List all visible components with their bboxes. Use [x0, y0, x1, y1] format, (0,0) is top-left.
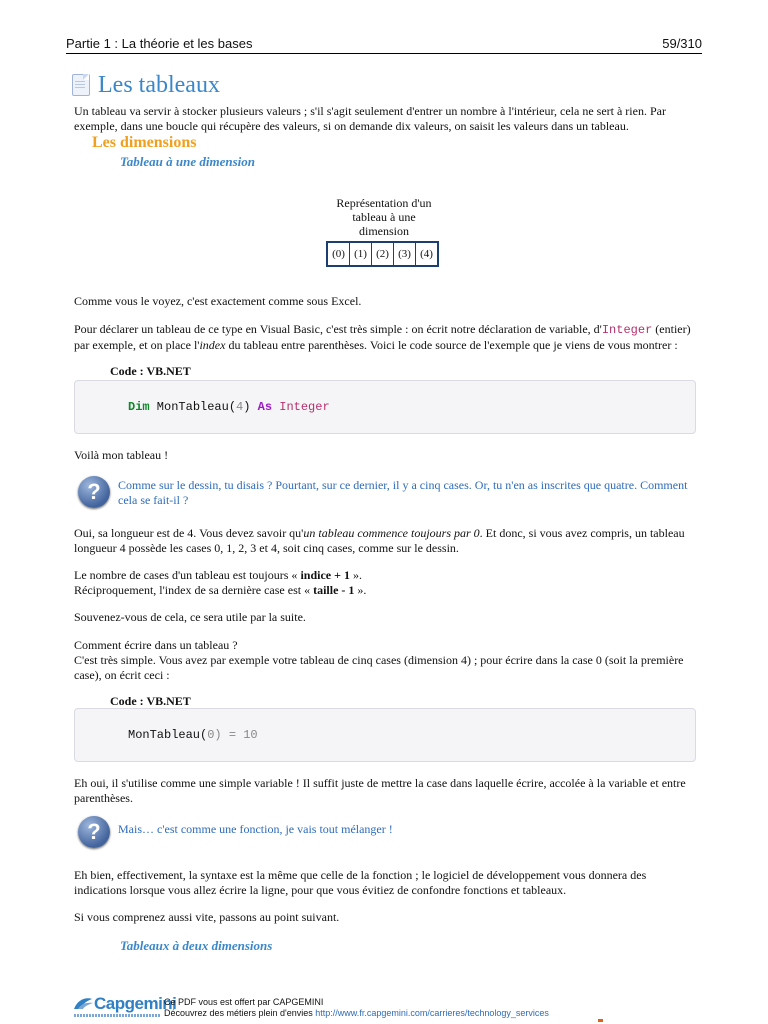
array-cell: (3): [394, 243, 416, 265]
paragraph-declare: Pour déclarer un tableau de ce type en Visual Basic, c'est très simple : on écrit notre déclaration de variable, d'Integer (entier) par exemple, et on place l'index du tableau entre parenthèses. Voici le code source de l'exemple que je viens de vous montrer :: [74, 322, 691, 352]
code-label: Code : VB.NET: [110, 364, 191, 378]
capgemini-logo: [72, 994, 177, 1022]
footer-line-2: Découvrez des métiers plein d'envies http://www.fr.capgemini.com/carrieres/technology_services: [164, 1008, 549, 1018]
logo-text: Capgemini: [94, 994, 177, 1013]
careers-link[interactable]: http://www.fr.capgemini.com/carrieres/technology_services: [315, 1008, 549, 1018]
chapter-title: Les tableaux: [98, 71, 220, 98]
question-icon: ?: [78, 816, 110, 848]
array-cell: (4): [416, 243, 437, 265]
paragraph-excel: Comme vous le voyez, c'est exactement comme sous Excel.: [74, 294, 362, 308]
footer-credits: [164, 997, 549, 1019]
array-diagram: [326, 241, 439, 267]
page-number: 59/310: [662, 36, 702, 51]
paragraph-souvenez: Souvenez-vous de cela, ce sera utile par la suite.: [74, 610, 306, 624]
corner-mark: [598, 1019, 603, 1022]
page-icon: [72, 74, 90, 96]
paragraph-si-vous: Si vous comprenez aussi vite, passons au point suivant.: [74, 910, 340, 924]
subsection-title-two-dimensions: Tableaux à deux dimensions: [120, 938, 273, 953]
header-divider: [66, 53, 702, 54]
part-title: Partie 1 : La théorie et les bases: [66, 36, 253, 51]
code-block: [74, 708, 696, 762]
paragraph-eh-oui: Eh oui, il s'utilise comme une simple variable ! Il suffit juste de mettre la case dans laquelle écrire, accolée à la variable et entre parenthèses.: [74, 776, 686, 805]
question-box: [74, 476, 694, 512]
paragraph-comment-question: Comment écrire dans un tableau ?: [74, 638, 238, 652]
question-icon: ?: [78, 476, 110, 508]
paragraph-longueur: Oui, sa longueur est de 4. Vous devez savoir qu'un tableau commence toujours par 0. Et donc, si vous avez compris, un tableau longueur 4 possède les cases 0, 1, 2, 3 et 4, soit cinq cases, comme sur le dessin.: [74, 526, 685, 555]
chapter-heading: [72, 70, 220, 100]
question-box: [74, 816, 694, 852]
footer-line-1: Ce PDF vous est offert par CAPGEMINI: [164, 997, 324, 1007]
paragraph-reciproque: Réciproquement, l'index de sa dernière case est « taille - 1 ».: [74, 583, 367, 597]
array-cell: (1): [350, 243, 372, 265]
question-text: Comme sur le dessin, tu disais ? Pourtant, sur ce dernier, il y a cinq cases. Or, tu n'en as inscrites que quatre. Comment cela se fait-il ?: [118, 478, 688, 507]
code-line: Dim MonTableau(4) As Integer: [128, 400, 330, 414]
question-text: Mais… c'est comme une fonction, je vais tout mélanger !: [118, 822, 393, 836]
paragraph-nombre: Le nombre de cases d'un tableau est toujours « indice + 1 ».: [74, 568, 362, 582]
inline-code: Integer: [601, 323, 653, 337]
intro-paragraph: Un tableau va servir à stocker plusieurs valeurs ; s'il s'agit seulement d'entrer un nombre à l'intérieur, cela ne sert à rien. Par exemple, dans une boucle qui récupère des valeurs, si on demande dix valeurs, on saisit les valeurs dans un tableau.: [74, 104, 666, 133]
paragraph-comment-answer: C'est très simple. Vous avez par exemple votre tableau de cinq cases (dimension 4) ; pour écrire dans la case 0 (soit la première case), on écrit ceci :: [74, 653, 684, 682]
code-label: Code : VB.NET: [110, 694, 191, 708]
paragraph-voila: Voilà mon tableau !: [74, 448, 169, 462]
array-cell: (0): [328, 243, 350, 265]
code-line: MonTableau(0) = 10: [128, 728, 258, 742]
section-title: Les dimensions: [92, 134, 197, 151]
subsection-title-one-dimension: Tableau à une dimension: [120, 154, 255, 169]
page-header: [66, 36, 702, 54]
paragraph-eh-bien: Eh bien, effectivement, la syntaxe est la même que celle de la fonction ; le logiciel de développement vous donnera des indications lorsque vous allez écrire la ligne, pour que vous évitiez de confondre fonctions et tableaux.: [74, 868, 647, 897]
array-cell: (2): [372, 243, 394, 265]
spade-logo-icon: [72, 997, 94, 1011]
code-block: [74, 380, 696, 434]
figure-caption: Représentation d'un tableau à une dimension: [336, 196, 432, 238]
